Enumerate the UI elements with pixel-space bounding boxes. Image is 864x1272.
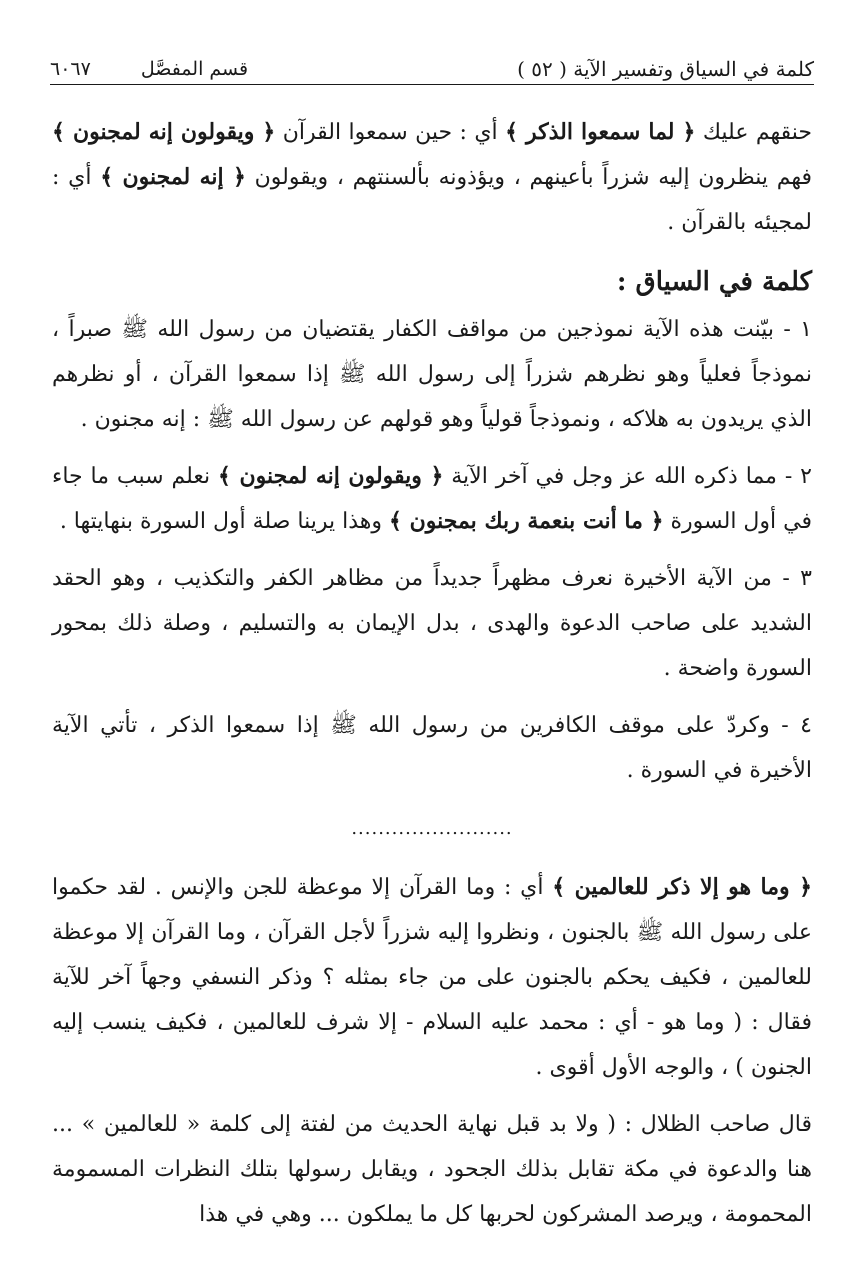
item2-text-2: نعلم سبب ما جاء في أول السورة xyxy=(52,464,812,534)
intro-paragraph xyxy=(52,110,812,245)
tafsir-quran-quote: ﴿ وما هو إلا ذكر للعالمين ﴾ xyxy=(552,874,812,900)
quran-quote-1: ﴿ لما سمعوا الذكر ﴾ xyxy=(505,119,696,145)
context-item-3: ٣ - من الآية الأخيرة نعرف مظهراً جديداً من مظاهر الكفر والتكذيب ، وهو الحقد الشديد على صاحب الدعوة والهدى ، بدل الإيمان به والتسليم ، وصلة ذلك بمحور السورة واضحة . xyxy=(52,566,812,681)
context-item-4: ٤ - وكردّ على موقف الكافرين من رسول الله ﷺ إذا سمعوا الذكر ، تأتي الآية الأخيرة في السورة . xyxy=(52,713,812,783)
quran-quote-2: ﴿ ويقولون إنه لمجنون ﴾ xyxy=(52,119,276,145)
item2-quran-quote-1: ﴿ ويقولون إنه لمجنون ﴾ xyxy=(218,463,444,489)
page-number: ٦٠٦٧ xyxy=(50,58,91,80)
header-left xyxy=(50,54,248,84)
header-section: قسم المفصَّل xyxy=(140,58,249,80)
quran-quote-3: ﴿ إنه لمجنون ﴾ xyxy=(100,164,246,190)
item2-text-1: ٢ - مما ذكره الله عز وجل في آخر الآية xyxy=(443,464,812,489)
context-item-2 xyxy=(52,454,812,544)
section-heading: كلمة في السياق : xyxy=(616,267,812,297)
running-header xyxy=(50,50,814,85)
page-body xyxy=(52,110,812,1237)
intro-text-3: فهم ينظرون إليه شزراً بأعينهم ، ويؤذونه بألسنتهم ، ويقولون xyxy=(245,165,813,190)
item2-text-3: وهذا يرينا صلة أول السورة بنهايتها . xyxy=(59,509,390,534)
header-title: كلمة في السياق وتفسير الآية ( ٥٢ ) xyxy=(517,57,814,81)
context-item-1: ١ - بيّنت هذه الآية نموذجين من مواقف الكفار يقتضيان من رسول الله ﷺ صبراً ، نموذجاً فعلياً وهو نظرهم شزراً إلى رسول الله ﷺ إذا سمعوا القرآن ، أو نظرهم الذي يريدون به هلاكه ، ونموذجاً قولياً وهو قولهم عن رسول الله ﷺ : إنه مجنون . xyxy=(52,317,812,432)
intro-text-2: أي : حين سمعوا القرآن xyxy=(275,120,506,145)
tafsir-text: أي : وما القرآن إلا موعظة للجن والإنس . لقد حكموا على رسول الله ﷺ بالجنون ، ونظروا إليه شزراً لأجل القرآن ، وما القرآن إلا موعظة للعالمين ، فكيف يحكم بالجنون على من جاء بمثله ؟ وذكر النسفي وجهاً آخر للآية فقال : ( وما هو - أي : محمد عليه السلام - إلا شرف للعالمين ، فكيف ينسب إليه الجنون ) ، والوجه الأول أقوى . xyxy=(52,875,812,1080)
item2-quran-quote-2: ﴿ ما أنت بنعمة ربك بمجنون ﴾ xyxy=(389,508,664,534)
section-divider: ........................ xyxy=(351,818,513,839)
tafsir-paragraph xyxy=(52,865,812,1090)
zilal-quote-paragraph: قال صاحب الظلال : ( ولا بد قبل نهاية الحديث من لفتة إلى كلمة « للعالمين » ... هنا والدعوة في مكة تقابل بذلك الجحود ، ويقابل رسولها بتلك النظرات المسمومة المحمومة ، ويرصد المشركون لحربها كل ما يملكون ... وهي في هذا xyxy=(52,1112,812,1227)
intro-text-4: أي : لمجيئه بالقرآن . xyxy=(52,165,812,235)
intro-text-1: حنقهم عليك xyxy=(695,120,812,145)
